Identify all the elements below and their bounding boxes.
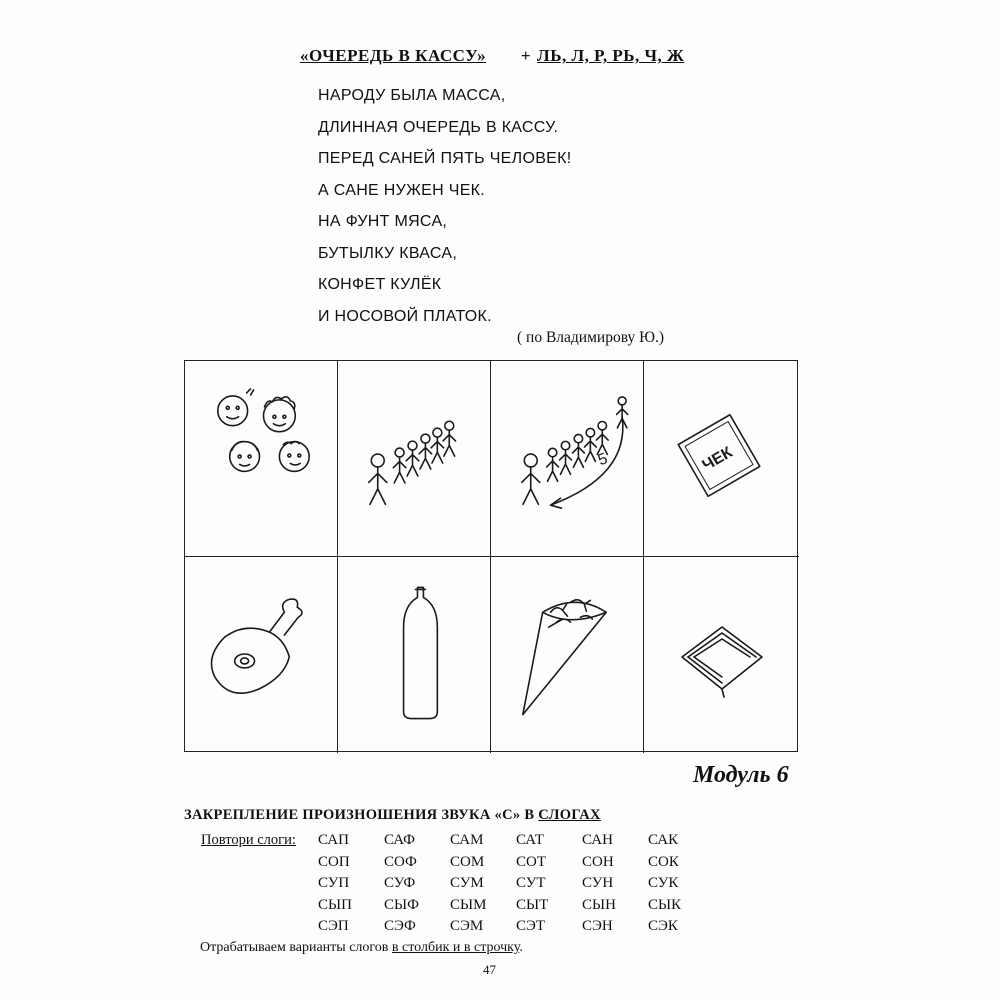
repeat-label: Повтори слоги: <box>201 832 296 848</box>
picture-cell <box>185 557 338 753</box>
syllable: САМ <box>450 832 484 848</box>
picture-cell <box>491 361 644 557</box>
syllable: СЭП <box>318 918 349 934</box>
page-number: 47 <box>483 962 496 977</box>
poem-line: КОНФЕТ КУЛЁК <box>318 276 442 293</box>
syllable-row <box>318 830 714 852</box>
poem-line: НАРОДУ БЫЛА МАССА, <box>318 87 506 104</box>
syllable: СЫН <box>582 896 616 913</box>
syllable: СУН <box>582 875 614 891</box>
syllable: САН <box>582 832 613 848</box>
syllable: СЫТ <box>516 896 549 913</box>
picture-grid <box>184 360 798 752</box>
syllable: СУК <box>648 875 679 891</box>
picture-cell <box>491 557 644 753</box>
syllable: СЫК <box>648 896 682 913</box>
poem-author: ( по Владимирову Ю.) <box>517 329 665 346</box>
syllable: СУП <box>318 875 350 891</box>
target-sounds: + ЛЬ, Л, Р, РЬ, Ч, Ж <box>520 46 685 65</box>
crowd-faces-icon <box>185 361 337 556</box>
syllable: СЭМ <box>450 918 484 934</box>
syllables-table <box>318 830 714 938</box>
syllable: СОТ <box>516 853 546 870</box>
poem-line: ДЛИННАЯ ОЧЕРЕДЬ В КАССУ. <box>318 118 559 136</box>
syllable: СЫМ <box>450 896 487 913</box>
poem-line: А САНЕ НУЖЕН ЧЕК. <box>318 181 486 199</box>
syllable: САК <box>648 832 679 848</box>
syllable: СОН <box>582 853 614 870</box>
syllable: СУТ <box>516 875 546 891</box>
syllable: СОФ <box>384 853 417 870</box>
receipt-icon <box>644 361 799 556</box>
syllable-row <box>318 852 714 874</box>
section-heading: ЗАКРЕПЛЕНИЕ ПРОИЗНОШЕНИЯ ЗВУКА «С» В СЛОГАХ <box>184 807 601 823</box>
syllable: САП <box>318 832 349 848</box>
syllable: САТ <box>516 832 544 848</box>
picture-cell <box>644 557 799 753</box>
poem-line: И НОСОВОЙ ПЛАТОК. <box>318 307 492 325</box>
bottle-icon <box>338 557 490 753</box>
syllable: СОМ <box>450 853 485 870</box>
poem <box>318 80 572 332</box>
syllable: СЭН <box>582 918 613 934</box>
candy-cone-icon <box>491 557 643 753</box>
receipt-text: ЧЕК <box>699 443 736 475</box>
syllable: САФ <box>384 832 415 848</box>
meat-ham-icon <box>185 557 337 753</box>
module-title: Модуль 6 <box>693 762 789 788</box>
story-title-name: «ОЧЕРЕДЬ В КАССУ» <box>300 46 487 65</box>
syllable: СОК <box>648 853 679 870</box>
syllable: СЭК <box>648 918 678 934</box>
poem-line: НА ФУНТ МЯСА, <box>318 213 448 230</box>
handkerchief-icon <box>644 557 799 753</box>
queue-number: 5 <box>595 450 610 470</box>
poem-line: ПЕРЕД САНЕЙ ПЯТЬ ЧЕЛОВЕК! <box>318 150 572 167</box>
syllable-row <box>318 895 714 917</box>
syllable-row <box>318 873 714 895</box>
syllable: СОП <box>318 853 350 870</box>
syllable-row <box>318 916 714 938</box>
story-title <box>300 46 684 66</box>
queue-icon <box>338 361 490 556</box>
syllable: СЫП <box>318 896 352 913</box>
syllable: СЭТ <box>516 918 546 934</box>
poem-line: БУТЫЛКУ КВАСА, <box>318 244 458 262</box>
picture-cell <box>338 361 491 557</box>
queue-arrow-icon <box>491 361 643 556</box>
picture-cell <box>338 557 491 753</box>
instruction-note: Отрабатываем варианты слогов в столбик и в строчку. <box>200 940 523 955</box>
syllable: СУМ <box>450 875 484 891</box>
picture-cell <box>185 361 338 557</box>
syllable: СУФ <box>384 875 416 891</box>
picture-cell <box>644 361 799 557</box>
syllable: СЭФ <box>384 918 416 934</box>
syllable: СЫФ <box>384 896 419 913</box>
